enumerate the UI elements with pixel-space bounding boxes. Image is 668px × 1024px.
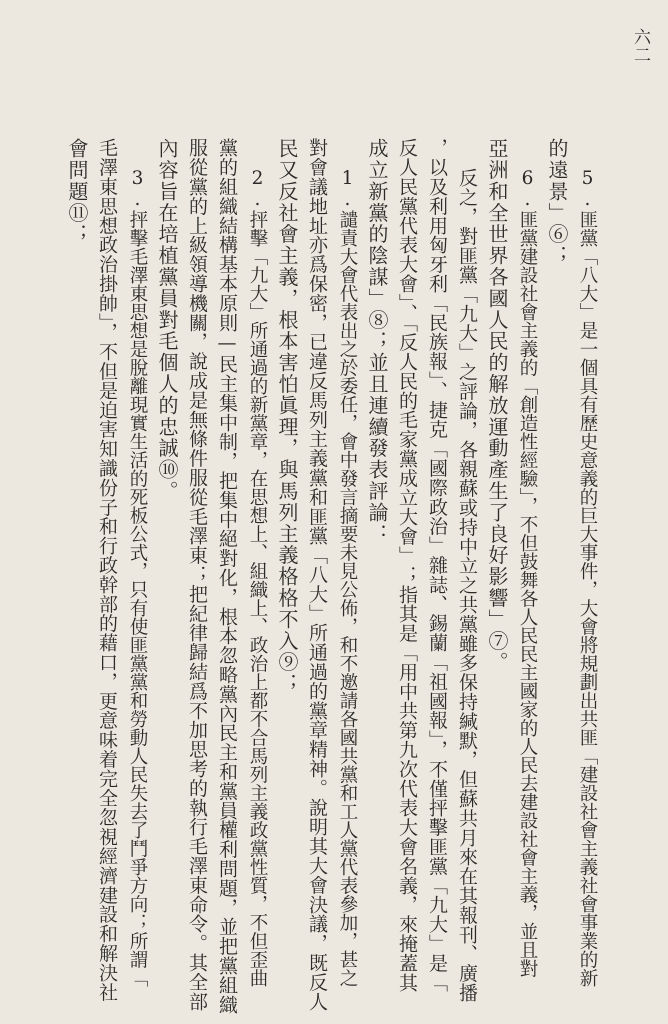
text-column: 內容旨在培植黨員對毛個人的忠誠⑩。 — [155, 138, 179, 502]
text-column: 的遠景」⑥； — [545, 138, 569, 267]
text-column: 1.譴責大會代表出之於委任，會中發言摘要未見公佈，和不邀請各國共黨和工人黨代表參加，甚之 — [337, 168, 358, 987]
text-column: 2.抨擊「九大」所通過的新黨章，在思想上、組織上、政治上都不合馬列主義政黨性質，不但歪曲 — [247, 168, 268, 987]
text-column: 反之，對匪黨「九大」之評論，各親蘇或持中立之共黨雖多保持緘默，但蘇共月來在其報刊、廣播 — [456, 168, 478, 1003]
text-column: 毛澤東思想政治掛帥」，不但是迫害知識份子和行政幹部的藉口，更意味着完全忽視經濟建設和解決社 — [96, 138, 118, 1002]
text-column: 對會議地址亦爲保密，已違反馬列主義黨和匪黨「八大」所通過的黨章精神。說明其大會決議，既反人 — [306, 138, 328, 1011]
page-number: 六二 — [630, 28, 650, 64]
text-column: 6.匪黨建設社會主義的「創造性經驗」，不但鼓舞各人民民主國家的人民去建設社會主義，並且對 — [517, 168, 538, 978]
text-column: ，以及利用匈牙利「民族報」、捷克「國際政治」雜誌、錫蘭「祖國報」，不僅抨擊匪黨「九大」是「 — [426, 138, 448, 992]
text-column: 亞洲和全世界各國人民的解放運動產生了良好影響」⑦。 — [485, 138, 509, 673]
text-column: 黨的組織結構基本原則—民主集中制，把集中絕對化，根本忽略黨內民主和黨員權利問題，並把黨組織 — [216, 138, 238, 1014]
text-column: 成立新黨的陰謀」⑧；並且連續發表評論： — [365, 138, 389, 545]
text-column: 民又反社會主義，根本害怕眞理，與馬列主義格格不入⑨； — [275, 138, 299, 695]
text-column: 5.匪黨「八大」是一個具有歷史意義的巨大事件，大會將規劃出共匪「建設社會主義社會事業的新 — [577, 168, 598, 987]
text-column: 服從黨的上級領導機關，說成是無條件服從毛澤東；把紀律歸結爲不加思考的執行毛澤東命令。其全部 — [186, 138, 208, 1011]
text-column: 3.抨擊毛澤東思想是脫離現實生活的死板公式，只有使匪黨黨和勞動人民失去了鬥爭方向；所謂「 — [127, 168, 148, 987]
text-column: 反人民黨代表大會」、「反人民的毛家黨成立大會」；指其是「用中共第九次代表大會名義，來掩蓋其 — [396, 138, 418, 992]
text-column: 會問題⑪； — [65, 138, 89, 245]
